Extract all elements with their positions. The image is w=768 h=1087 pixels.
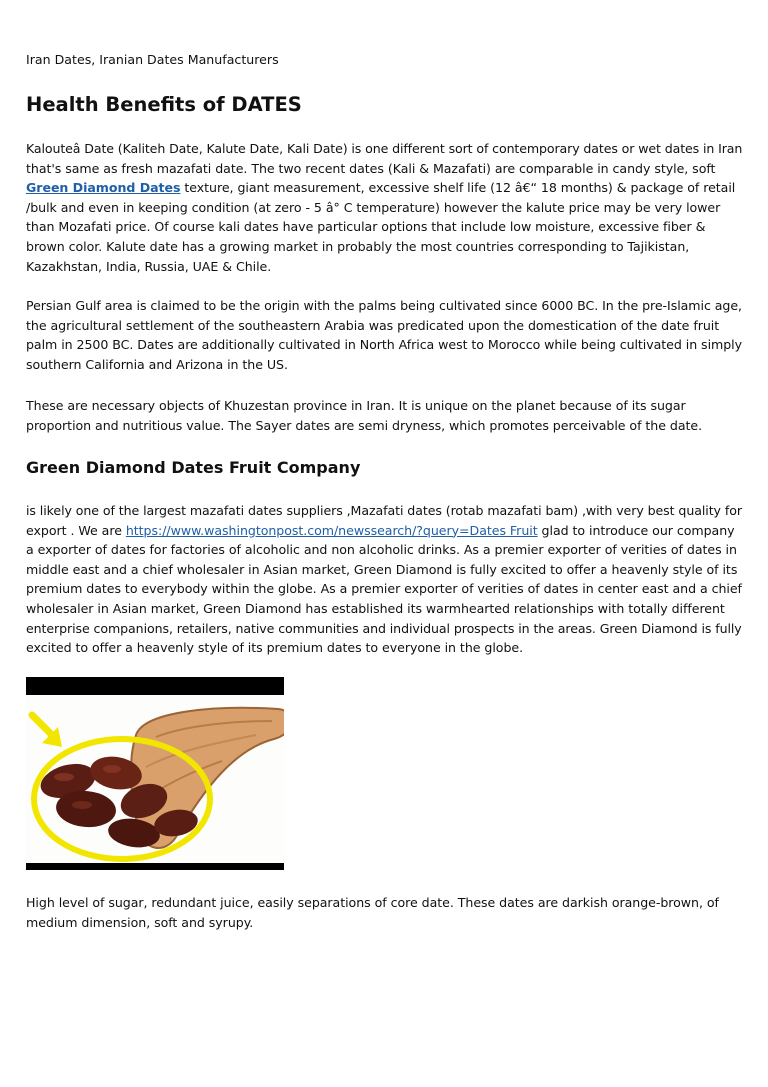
paragraph-line: medium dimension, soft and syrupy. (26, 914, 254, 930)
page-title: Health Benefits of DATES (26, 93, 302, 116)
paragraph-line: Persian Gulf area is claimed to be the origin with the palms being cultivated since 6000 BC. In the pre-Islamic age, (26, 298, 742, 313)
dates-photo-graphic (26, 677, 284, 870)
paragraph-line: Kazakhstan, India, Russia, UAE & Chile. (26, 258, 272, 274)
paragraph-line: brown color. Kalute date has a growing market in probably the most countries corresponding to Tajikistan, (26, 238, 690, 254)
paragraph-line: enterprise companions, retailers, native communities and individual prospects in the areas. Green Diamond is fully (26, 620, 742, 636)
paragraph-kalute-date (26, 139, 742, 276)
paragraph-persian-gulf (26, 296, 742, 374)
document-header: Iran Dates, Iranian Dates Manufacturers (26, 52, 279, 67)
paragraph-line: middle east and a chief wholesaler in Asian market, Green Diamond is fully excited to offer a heavenly style of its (26, 561, 738, 577)
paragraph-company (26, 501, 742, 658)
paragraph-line: proportion and nutritious value. The Sayer dates are semi dryness, which promotes perceivable of the date. (26, 417, 703, 433)
paragraph-line (26, 521, 742, 541)
paragraph-line: that's same as fresh mazafati date. The two recent dates (Kali & Mazafati) are comparable in candy style, soft (26, 160, 716, 176)
section-heading: Green Diamond Dates Fruit Company (26, 458, 361, 477)
paragraph-line-text: texture, giant measurement, excessive shelf life (12 â€“ 18 months) & package of retail (180, 180, 736, 196)
paragraph-line: High level of sugar, redundant juice, easily separations of core date. These dates are darkish orange-brown, of (26, 895, 719, 910)
dates-photo (26, 677, 284, 870)
paragraph-line: southern California and Arizona in the US. (26, 356, 288, 372)
paragraph-line (26, 178, 742, 198)
paragraph-line-text: export . We are (26, 522, 126, 538)
washingtonpost-link[interactable]: https://www.washingtonpost.com/newssearch/?query=Dates Fruit (125, 522, 538, 538)
paragraph-line-text: glad to introduce our company (537, 522, 735, 538)
paragraph-line: wholesaler in Asian market, Green Diamond has established its warmhearted relationships with totally different (26, 600, 725, 616)
paragraph-line: the agricultural settlement of the southeastern Arabia was predicated upon the domestication of the date fruit (26, 317, 720, 333)
paragraph-line: a exporter of dates for factories of alcoholic and non alcoholic drinks. As a premier exporter of verities of dates in (26, 542, 737, 558)
paragraph-line: Kalouteâ Date (Kaliteh Date, Kalute Date, Kali Date) is one different sort of contemporary dates or wet dates in Iran (26, 141, 743, 156)
paragraph-sugar-level (26, 893, 742, 932)
paragraph-khuzestan (26, 396, 742, 435)
green-diamond-dates-link[interactable]: Green Diamond Dates (26, 180, 181, 196)
paragraph-line: excited to offer a heavenly style of its premium dates to everyone in the globe. (26, 640, 524, 656)
paragraph-line: palm in 2500 BC. Dates are additionally cultivated in North Africa west to Morocco while being cultivated in simply (26, 337, 742, 353)
paragraph-line: than Mozafati price. Of course kali dates have particular options that include low moisture, excessive fiber & (26, 219, 706, 235)
paragraph-line: /bulk and even in keeping condition (at zero - 5 â° C temperature) however the kalute price may be very lower (26, 199, 721, 215)
paragraph-line: is likely one of the largest mazafati dates suppliers ,Mazafati dates (rotab mazafati bam) ,with very best quality for (26, 503, 742, 518)
paragraph-line: premium dates to everybody within the globe. As a premier exporter of verities of dates in center east and a chief (26, 581, 742, 597)
paragraph-line: These are necessary objects of Khuzestan province in Iran. It is unique on the planet because of its sugar (26, 398, 686, 413)
